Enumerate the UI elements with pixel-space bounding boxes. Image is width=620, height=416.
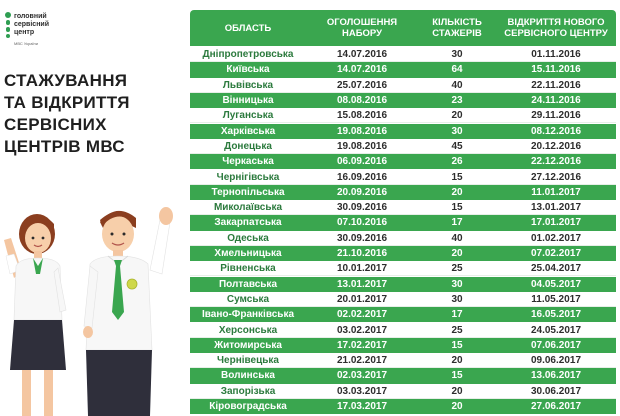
table-row <box>190 108 616 123</box>
cell-announce: 17.03.2017 <box>336 401 388 413</box>
woman-figure <box>4 214 66 416</box>
cell-region: Херсонська <box>218 324 278 336</box>
cell-count: 30 <box>451 278 463 290</box>
table-row <box>190 139 616 154</box>
cell-announce: 15.08.2016 <box>336 110 388 122</box>
cell-announce: 08.08.2016 <box>336 95 388 107</box>
cell-count: 20 <box>451 401 463 413</box>
table-row <box>190 261 616 276</box>
table-row <box>190 124 616 139</box>
table-row <box>190 307 616 322</box>
man-figure <box>83 207 173 416</box>
cell-count: 15 <box>451 339 463 351</box>
cell-announce: 30.09.2016 <box>336 202 388 214</box>
cell-open: 29.11.2016 <box>531 110 581 122</box>
cell-region: Черкаська <box>222 156 274 168</box>
cell-open: 17.01.2017 <box>530 217 582 229</box>
cell-region: Запорізька <box>220 385 276 397</box>
cell-open: 01.11.2016 <box>531 49 581 61</box>
table-row <box>190 231 616 246</box>
table-row <box>190 47 616 62</box>
table-row <box>190 368 616 383</box>
cell-count: 25 <box>451 263 463 275</box>
cell-announce: 17.02.2017 <box>336 339 388 351</box>
table-row <box>190 169 616 184</box>
cell-count: 17 <box>451 217 463 229</box>
cell-region: Полтавська <box>218 278 278 290</box>
stats-table <box>190 10 616 414</box>
cell-region: Кіровоградська <box>209 401 287 413</box>
table-row <box>190 78 616 93</box>
cell-open: 11.05.2017 <box>531 293 581 305</box>
logo-text-line1: головний <box>14 13 47 20</box>
cell-announce: 20.09.2016 <box>336 186 388 198</box>
cell-count: 40 <box>451 232 463 244</box>
cell-region: Хмельницька <box>214 248 282 260</box>
cell-announce: 16.09.2016 <box>336 171 388 183</box>
cell-count: 20 <box>451 186 463 198</box>
cell-count: 64 <box>451 64 463 76</box>
cell-region: Київська <box>226 64 270 76</box>
cell-announce: 07.10.2016 <box>336 217 388 229</box>
cell-open: 09.06.2017 <box>530 355 582 367</box>
logo-subtitle: МВС України <box>14 41 38 46</box>
cell-announce: 21.10.2016 <box>336 248 388 260</box>
cell-region: Закарпатська <box>214 217 282 229</box>
table-row <box>190 338 616 353</box>
header-region: ОБЛАСТЬ <box>224 22 272 34</box>
cell-open: 15.11.2016 <box>531 64 581 76</box>
cell-open: 24.05.2017 <box>530 324 582 336</box>
table-header <box>190 10 616 46</box>
cell-count: 15 <box>451 202 463 214</box>
cell-announce: 21.02.2017 <box>336 355 388 367</box>
cell-announce: 19.08.2016 <box>336 125 388 137</box>
cell-region: Чернівецька <box>217 355 279 367</box>
cell-region: Вінницька <box>222 95 274 107</box>
cell-count: 26 <box>451 156 463 168</box>
cell-region: Сумська <box>226 293 270 305</box>
cell-region: Луганська <box>222 110 274 122</box>
table-row <box>190 353 616 368</box>
cell-announce: 19.08.2016 <box>336 140 388 152</box>
cell-announce: 14.07.2016 <box>336 64 388 76</box>
logo-mark-icon <box>4 12 12 38</box>
title-line-3: СЕРВІСНИХ <box>4 115 107 134</box>
cell-open: 30.06.2017 <box>530 385 582 397</box>
page-title <box>4 70 189 158</box>
cell-announce: 10.01.2017 <box>336 263 388 275</box>
table-row <box>190 246 616 261</box>
cell-count: 20 <box>451 110 463 122</box>
table-row <box>190 384 616 399</box>
cell-open: 24.11.2016 <box>531 95 581 107</box>
table-row <box>190 62 616 77</box>
cell-announce: 03.02.2017 <box>336 324 388 336</box>
cell-region: Миколаївська <box>213 202 283 214</box>
cell-announce: 13.01.2017 <box>336 278 388 290</box>
title-line-4: ЦЕНТРІВ МВС <box>4 137 125 156</box>
cell-open: 16.05.2017 <box>530 309 582 321</box>
logo-text-line3: центр <box>14 29 35 36</box>
cell-open: 08.12.2016 <box>530 125 582 137</box>
cell-count: 17 <box>451 309 463 321</box>
cell-open: 13.01.2017 <box>530 202 582 214</box>
cell-open: 13.06.2017 <box>530 370 582 382</box>
title-line-1: СТАЖУВАННЯ <box>4 71 128 90</box>
cell-announce: 25.07.2016 <box>336 79 388 91</box>
cell-count: 23 <box>451 95 463 107</box>
header-announcement: ОГОЛОШЕННЯ НАБОРУ <box>326 17 398 39</box>
table-row <box>190 200 616 215</box>
table-row <box>190 322 616 337</box>
cell-region: Івано-Франківська <box>201 309 295 321</box>
cell-open: 07.02.2017 <box>530 248 582 260</box>
cell-region: Волинська <box>221 370 275 382</box>
title-line-2: ТА ВІДКРИТТЯ <box>4 93 130 112</box>
cell-region: Львівська <box>222 79 274 91</box>
cell-open: 22.12.2016 <box>530 156 582 168</box>
cell-open: 25.04.2017 <box>530 263 582 275</box>
header-opening: ВІДКРИТТЯ НОВОГО СЕРВІСНОГО ЦЕНТРУ <box>504 17 608 39</box>
cell-region: Житомирська <box>214 339 282 351</box>
header-interns: КІЛЬКІСТЬ СТАЖЕРІВ <box>432 17 482 39</box>
cell-region: Рівненська <box>220 263 276 275</box>
cell-announce: 06.09.2016 <box>336 156 388 168</box>
cell-region: Одеська <box>227 232 269 244</box>
table-row <box>190 154 616 169</box>
cell-region: Харківська <box>220 125 276 137</box>
table-row <box>190 215 616 230</box>
cell-announce: 03.03.2017 <box>336 385 388 397</box>
cell-count: 25 <box>451 324 463 336</box>
cell-announce: 02.03.2017 <box>336 370 388 382</box>
cell-open: 22.11.2016 <box>531 79 581 91</box>
cell-count: 15 <box>451 171 463 183</box>
table-row <box>190 292 616 307</box>
cell-open: 01.02.2017 <box>530 232 582 244</box>
cell-announce: 02.02.2017 <box>336 309 388 321</box>
people-illustration <box>0 200 185 416</box>
cell-count: 30 <box>451 49 463 61</box>
cell-region: Дніпропетровська <box>202 49 294 61</box>
cell-count: 45 <box>451 140 463 152</box>
cell-count: 30 <box>451 125 463 137</box>
table-row <box>190 399 616 414</box>
cell-count: 40 <box>451 79 463 91</box>
cell-count: 20 <box>451 355 463 367</box>
cell-count: 30 <box>451 293 463 305</box>
cell-count: 20 <box>451 248 463 260</box>
cell-count: 15 <box>451 370 463 382</box>
cell-region: Донецька <box>224 140 272 152</box>
cell-announce: 14.07.2016 <box>336 49 388 61</box>
cell-region: Тернопільська <box>211 186 285 198</box>
cell-open: 20.12.2016 <box>530 140 582 152</box>
logo <box>4 10 74 54</box>
cell-announce: 20.01.2017 <box>336 293 388 305</box>
table-row <box>190 93 616 108</box>
cell-open: 07.06.2017 <box>530 339 582 351</box>
cell-open: 27.12.2016 <box>530 171 582 183</box>
cell-open: 27.06.2017 <box>530 401 582 413</box>
cell-open: 04.05.2017 <box>530 278 582 290</box>
table-row <box>190 185 616 200</box>
logo-text-line2: сервісний <box>14 21 50 28</box>
cell-open: 11.01.2017 <box>531 186 581 198</box>
cell-announce: 30.09.2016 <box>336 232 388 244</box>
table-row <box>190 277 616 292</box>
cell-count: 20 <box>451 385 463 397</box>
cell-region: Чернігівська <box>216 171 280 183</box>
